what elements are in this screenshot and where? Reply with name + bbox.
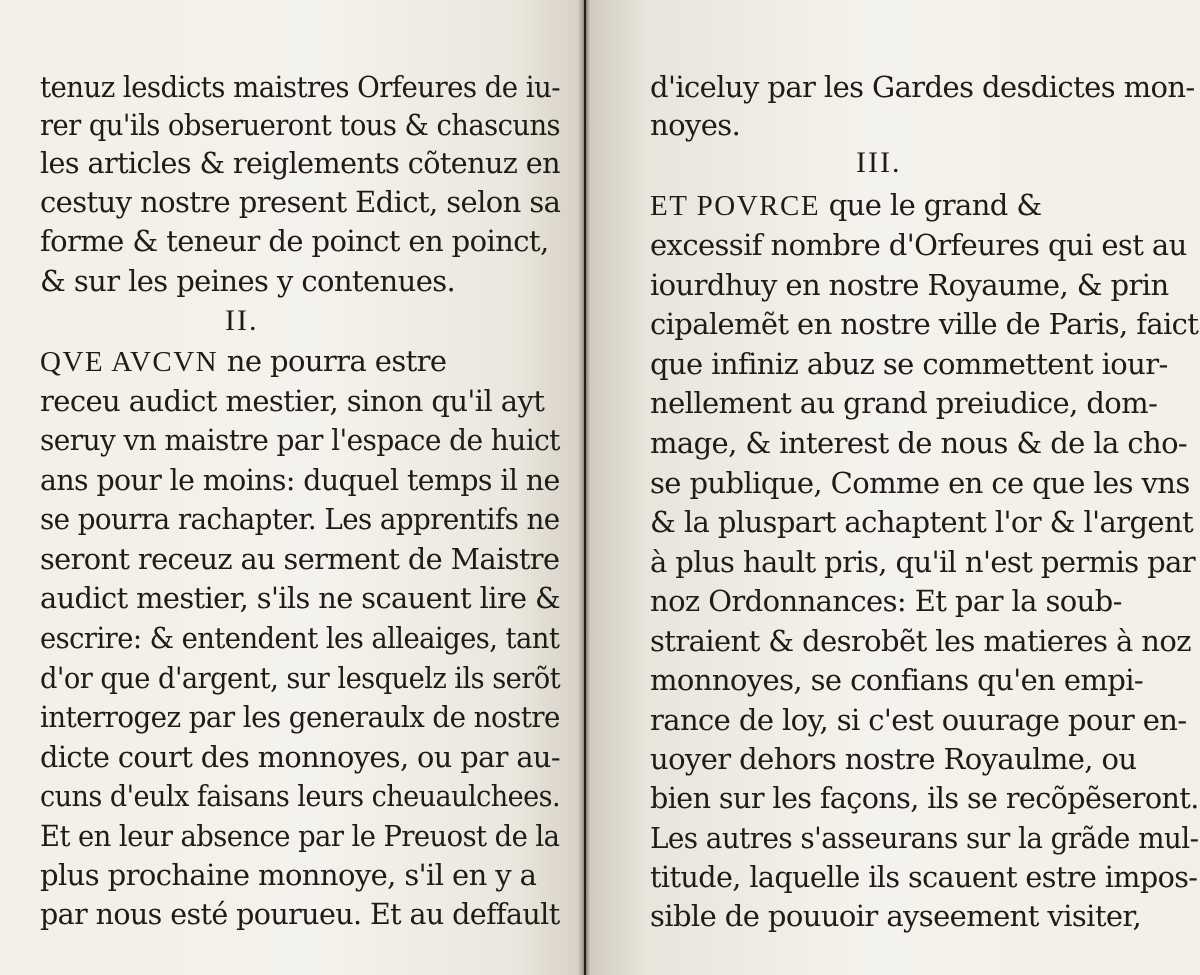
article-first-line	[40, 342, 446, 381]
text-line: seront receuz au serment de Maistre	[40, 542, 560, 576]
text-line: nellement au grand preiudice, dom-	[650, 386, 1158, 420]
text-line: d'iceluy par les Gardes desdictes mon-	[650, 70, 1195, 104]
text-line: & sur les peines y contenues.	[40, 264, 456, 298]
article-first-rest: ne pourra estre	[218, 344, 447, 378]
text-line: iourdhuy en nostre Royaume, & prin	[650, 268, 1169, 302]
text-line: uoyer dehors nostre Royaulme, ou	[650, 742, 1137, 776]
text-line: se pourra rachapter. Les apprentifs ne	[40, 502, 560, 536]
text-line: titude, laquelle ils scauent estre impos-	[650, 860, 1198, 894]
text-line: à plus hault pris, qu'il n'est permis par	[650, 545, 1196, 579]
article-lead: ET POVRCE	[650, 190, 821, 222]
text-line: escrire: & entendent les alleaiges, tant	[40, 621, 560, 655]
text-line: que infiniz abuz se commettent iour-	[650, 347, 1168, 381]
text-line: cipalemẽt en nostre ville de Paris, faict	[650, 307, 1199, 341]
text-line: rer qu'ils obserueront tous & chascuns	[40, 108, 561, 142]
text-line: dicte court des monnoyes, ou par au-	[40, 740, 560, 774]
text-line: sible de pouuoir ayseement visiter,	[650, 899, 1142, 933]
text-line: audict mestier, s'ils ne scauent lire &	[40, 581, 561, 615]
text-line: ans pour le moins: duquel temps il ne	[40, 463, 560, 497]
book-gutter	[578, 0, 590, 975]
text-line: forme & teneur de poinct en poinct,	[40, 224, 549, 258]
article-number: III.	[856, 146, 902, 179]
text-line: mage, & interest de nous & de la cho-	[650, 426, 1188, 460]
text-line: les articles & reiglements cõtenuz en	[40, 146, 560, 180]
text-line: se publique, Comme en ce que les vns	[650, 466, 1190, 500]
text-line: plus prochaine monnoye, s'il en y a	[40, 858, 537, 892]
article-lead: QVE AVCVN	[40, 346, 219, 378]
text-line: noz Ordonnances: Et par la soub-	[650, 584, 1122, 618]
article-first-line	[650, 186, 1042, 225]
article-first-rest: que le grand &	[820, 188, 1042, 222]
text-line: monnoyes, se confians qu'en empi-	[650, 663, 1144, 697]
right-page	[586, 0, 1200, 975]
text-line: tenuz lesdicts maistres Orfeures de iu-	[40, 70, 560, 104]
text-line: Et en leur absence par le Preuost de la	[40, 819, 560, 853]
text-line: bien sur les façons, ils se recõpẽseront.	[650, 781, 1199, 815]
text-line: rance de loy, si c'est ouurage pour en-	[650, 703, 1187, 737]
text-line: Les autres s'asseurans sur la grãde mul-	[650, 821, 1199, 855]
text-line: receu audict mestier, sinon qu'il ayt	[40, 384, 545, 418]
text-line: cuns d'eulx faisans leurs cheuaulchees.	[40, 779, 561, 813]
text-line: straient & desrobẽt les matieres à noz	[650, 624, 1191, 658]
article-number: II.	[225, 304, 259, 337]
text-line: par nous esté pourueu. Et au deffault	[40, 897, 560, 931]
text-line: noyes.	[650, 108, 741, 142]
text-line: interrogez par les generaulx de nostre	[40, 700, 560, 734]
text-line: & la pluspart achaptent l'or & l'argent	[650, 505, 1194, 539]
text-line: seruy vn maistre par l'espace de huict	[40, 423, 560, 457]
text-line: cestuy nostre present Edict, selon sa	[40, 185, 561, 219]
left-page	[0, 0, 584, 975]
text-line: excessif nombre d'Orfeures qui est au	[650, 228, 1187, 262]
text-line: d'or que d'argent, sur lesquelz ils serõt	[40, 661, 561, 695]
